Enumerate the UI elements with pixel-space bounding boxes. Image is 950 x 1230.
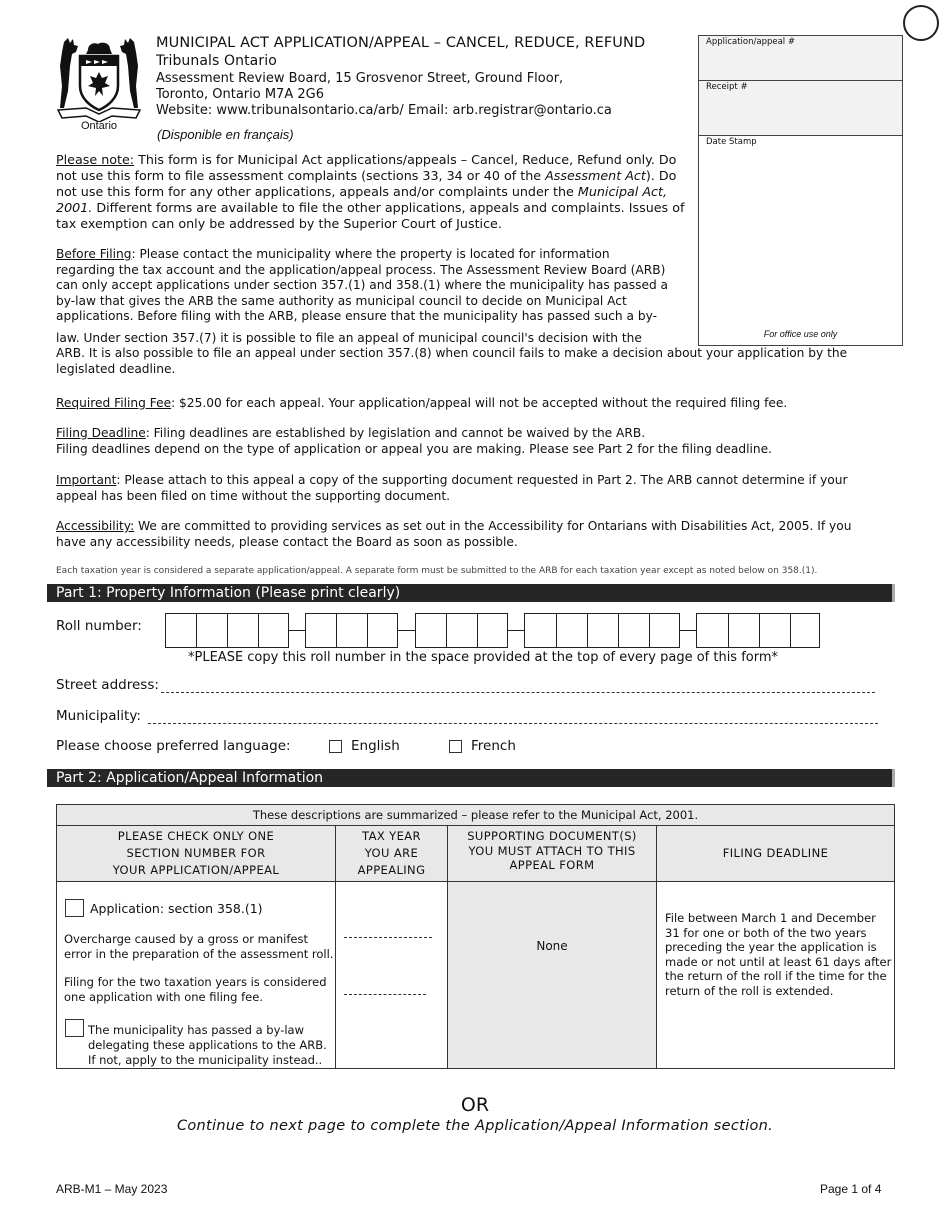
corner-circle-icon [903, 5, 939, 41]
ontario-coat-of-arms-logo [56, 36, 142, 136]
col-header-tax-year [336, 826, 448, 882]
roll-number-note: *PLEASE copy this roll number in the space provided at the top of every page of this form* [188, 650, 779, 665]
row-deadline-cell [657, 882, 894, 1068]
before-filing-paragraph [56, 247, 876, 377]
contact-line: Website: www.tribunalsontario.ca/arb/ Email: arb.registrar@ontario.ca [156, 103, 612, 118]
text: 31 for one or both of the two years [665, 925, 867, 940]
english-label: English [351, 738, 400, 754]
english-checkbox[interactable] [329, 740, 342, 753]
roll-number-group-5[interactable] [696, 613, 820, 648]
col-header-supporting-docs [448, 826, 657, 882]
text: PLEASE CHECK ONLY ONE [117, 829, 275, 843]
roll-digit-divider [728, 614, 729, 647]
bylaw-description [88, 1023, 304, 1038]
text: one application with one filing fee. [64, 989, 263, 1004]
text: Different forms are available to file the other applications, appeals and complaints. Issues of [92, 200, 685, 215]
roll-number-group-1[interactable] [165, 613, 289, 648]
part1-header: Part 1: Property Information (Please print clearly) [47, 584, 895, 602]
roll-number-group-4[interactable] [524, 613, 680, 648]
text: APPEAL FORM [509, 858, 595, 872]
text: error in the preparation of the assessment roll. [64, 946, 334, 961]
text: Filing for the two taxation years is considered [64, 975, 327, 989]
text: The municipality has passed a by-law [88, 1023, 304, 1037]
col-header-section [57, 826, 336, 882]
please-note-heading: Please note: [56, 152, 135, 167]
office-use-note: For office use only [763, 329, 838, 339]
continue-text: Continue to next page to complete the Application/Appeal Information section. [176, 1118, 774, 1134]
roll-digit-divider [790, 614, 791, 647]
roll-digit-divider [587, 614, 588, 647]
text: YOU MUST ATTACH TO THIS [468, 843, 636, 858]
text: YOUR APPLICATION/APPEAL [112, 863, 280, 877]
overcharge-description [64, 932, 333, 961]
text: delegating these applications to the ARB. [88, 1038, 327, 1052]
text: Filing deadlines depend on the type of application or appeal you are making. Please see Part 2 for the filing deadline. [56, 441, 772, 456]
text: return of the roll is extended. [665, 983, 834, 998]
roll-digit-divider [477, 614, 478, 647]
supporting-doc-value: None [536, 939, 568, 953]
text: law. Under section 357.(7) it is possible to file an appeal of municipal council's decision with the [56, 330, 642, 345]
or-text: OR [460, 1094, 490, 1116]
text: File between March 1 and December [665, 911, 876, 925]
deadline-text [665, 911, 891, 998]
roll-number-group-3[interactable] [415, 613, 508, 648]
section-358-checkbox[interactable] [65, 899, 84, 917]
filing-deadline-heading: Filing Deadline [56, 426, 146, 440]
filing-fee-paragraph [56, 396, 886, 412]
text: SUPPORTING DOCUMENT(S) [467, 829, 637, 843]
text: legislated deadline. [56, 361, 176, 376]
text: regarding the tax account and the application/appeal process. The Assessment Review Board (ARB) [56, 262, 666, 277]
filing-deadline-paragraph [56, 426, 886, 457]
text: TAX YEAR [362, 829, 421, 843]
text: : Please contact the municipality where the property is located for information [131, 247, 610, 261]
text: made or not until at least 61 days after [665, 954, 892, 969]
roll-number-group-2[interactable] [305, 613, 398, 648]
text: ). Do [645, 168, 677, 183]
application-number-field[interactable] [699, 36, 902, 81]
logo-text: Ontario [80, 120, 118, 132]
roll-digit-divider [759, 614, 760, 647]
table-summary-row: These descriptions are summarized – please refer to the Municipal Act, 2001. [57, 805, 894, 826]
text: not use this form for any other applications, appeals and/or complaints under the [56, 184, 578, 199]
text: the return of the roll if the time for the [665, 969, 887, 983]
tax-year-input-2[interactable] [344, 994, 426, 995]
accessibility-heading: Accessibility: [56, 519, 135, 533]
text: YOU ARE [364, 846, 419, 860]
roll-digit-divider [556, 614, 557, 647]
text: 2001. [56, 200, 93, 215]
org-name: Tribunals Ontario [156, 53, 277, 69]
form-title: MUNICIPAL ACT APPLICATION/APPEAL – CANCEL, REDUCE, REFUND [156, 35, 646, 51]
please-note-paragraph [56, 152, 696, 232]
text: by-law that gives the ARB the same authority as municipal council to decide on Municipal Act [56, 293, 627, 308]
section-358-label: Application: section 358.(1) [90, 901, 263, 916]
important-heading: Important [56, 473, 117, 487]
municipality-input[interactable] [148, 723, 878, 724]
text: can only accept applications under section 357.(1) and 358.(1) where the municipality has passed a [56, 278, 669, 292]
french-checkbox[interactable] [449, 740, 462, 753]
roll-digit-divider [649, 614, 650, 647]
text: preceding the year the application is [665, 940, 877, 954]
roll-digit-divider [336, 614, 337, 647]
page-number: Page 1 of 4 [820, 1182, 882, 1196]
filing-fee-heading: Required Filing Fee [56, 396, 172, 410]
text: appeal has been filed on time without the supporting document. [56, 488, 450, 503]
roll-separator [398, 630, 415, 631]
street-address-label: Street address: [56, 677, 159, 693]
language-label: Please choose preferred language: [56, 738, 291, 754]
two-year-description [64, 975, 327, 1004]
bylaw-checkbox[interactable] [65, 1019, 84, 1037]
text: applications. Before filing with the ARB, please ensure that the municipality has passed such a by- [56, 309, 657, 323]
important-paragraph [56, 473, 886, 504]
roll-separator [508, 630, 524, 631]
bylaw-description-cont [88, 1038, 327, 1067]
application-number-label: Application/appeal # [706, 37, 795, 47]
accessibility-paragraph [56, 519, 886, 550]
french-availability: (Disponible en français) [157, 127, 294, 142]
text: ARB. It is also possible to file an appeal under section 357.(8) when council fails to make a decision about your application by the [56, 346, 848, 360]
text: Municipal Act, [577, 184, 668, 199]
text: SECTION NUMBER FOR [126, 846, 266, 860]
text: have any accessibility needs, please contact the Board as soon as possible. [56, 534, 518, 549]
row-supporting-doc-cell [448, 882, 657, 1068]
text: not use this form to file assessment complaints (sections 33, 34 or 40 of the [56, 168, 546, 183]
text: We are committed to providing services as set out in the Accessibility for Ontarians with Disabilities Act, 2005. If you [134, 519, 852, 533]
roll-digit-divider [618, 614, 619, 647]
date-stamp-label: Date Stamp [706, 137, 757, 147]
part2-header: Part 2: Application/Appeal Information [47, 769, 895, 787]
french-label: French [471, 738, 516, 754]
roll-digit-divider [367, 614, 368, 647]
row-tax-year-cell [336, 882, 448, 1068]
roll-separator [680, 630, 696, 631]
text: Overcharge caused by a gross or manifest [64, 932, 308, 946]
tax-year-input-1[interactable] [344, 937, 432, 938]
address-line-1: Assessment Review Board, 15 Grosvenor Street, Ground Floor, [156, 71, 564, 86]
roll-digit-divider [446, 614, 447, 647]
street-address-input[interactable] [161, 692, 875, 693]
taxation-year-note: Each taxation year is considered a separate application/appeal. A separate form must be submitted to the ARB for each taxation year except as noted below on 358.(1). [56, 566, 818, 576]
text: : Filing deadlines are established by legislation and cannot be waived by the ARB. [145, 426, 646, 440]
receipt-number-label: Receipt # [706, 82, 748, 92]
text: tax exemption can only be addressed by the Superior Court of Justice. [56, 216, 502, 231]
application-table [56, 804, 895, 1069]
col-header-filing-deadline: FILING DEADLINE [657, 826, 894, 882]
text: : $25.00 for each appeal. Your application/appeal will not be accepted without the required filing fee. [171, 396, 788, 410]
address-line-2: Toronto, Ontario M7A 2G6 [156, 87, 324, 102]
text: This form is for Municipal Act applications/appeals – Cancel, Reduce, Refund only. Do [134, 152, 677, 167]
roll-digit-divider [196, 614, 197, 647]
municipality-label: Municipality: [56, 708, 141, 724]
roll-number-label: Roll number: [56, 618, 142, 634]
before-filing-heading: Before Filing [56, 247, 132, 261]
roll-digit-divider [227, 614, 228, 647]
text: Assessment Act [545, 168, 646, 183]
receipt-number-field[interactable] [699, 81, 902, 136]
row-section-cell [57, 882, 336, 1068]
text: : Please attach to this appeal a copy of the supporting document requested in Part 2. The ARB cannot determine if your [116, 473, 848, 487]
text: If not, apply to the municipality instead.. [88, 1052, 323, 1067]
form-id: ARB-M1 – May 2023 [56, 1182, 168, 1196]
roll-digit-divider [258, 614, 259, 647]
text: APPEALING [357, 863, 426, 877]
roll-separator [289, 630, 305, 631]
